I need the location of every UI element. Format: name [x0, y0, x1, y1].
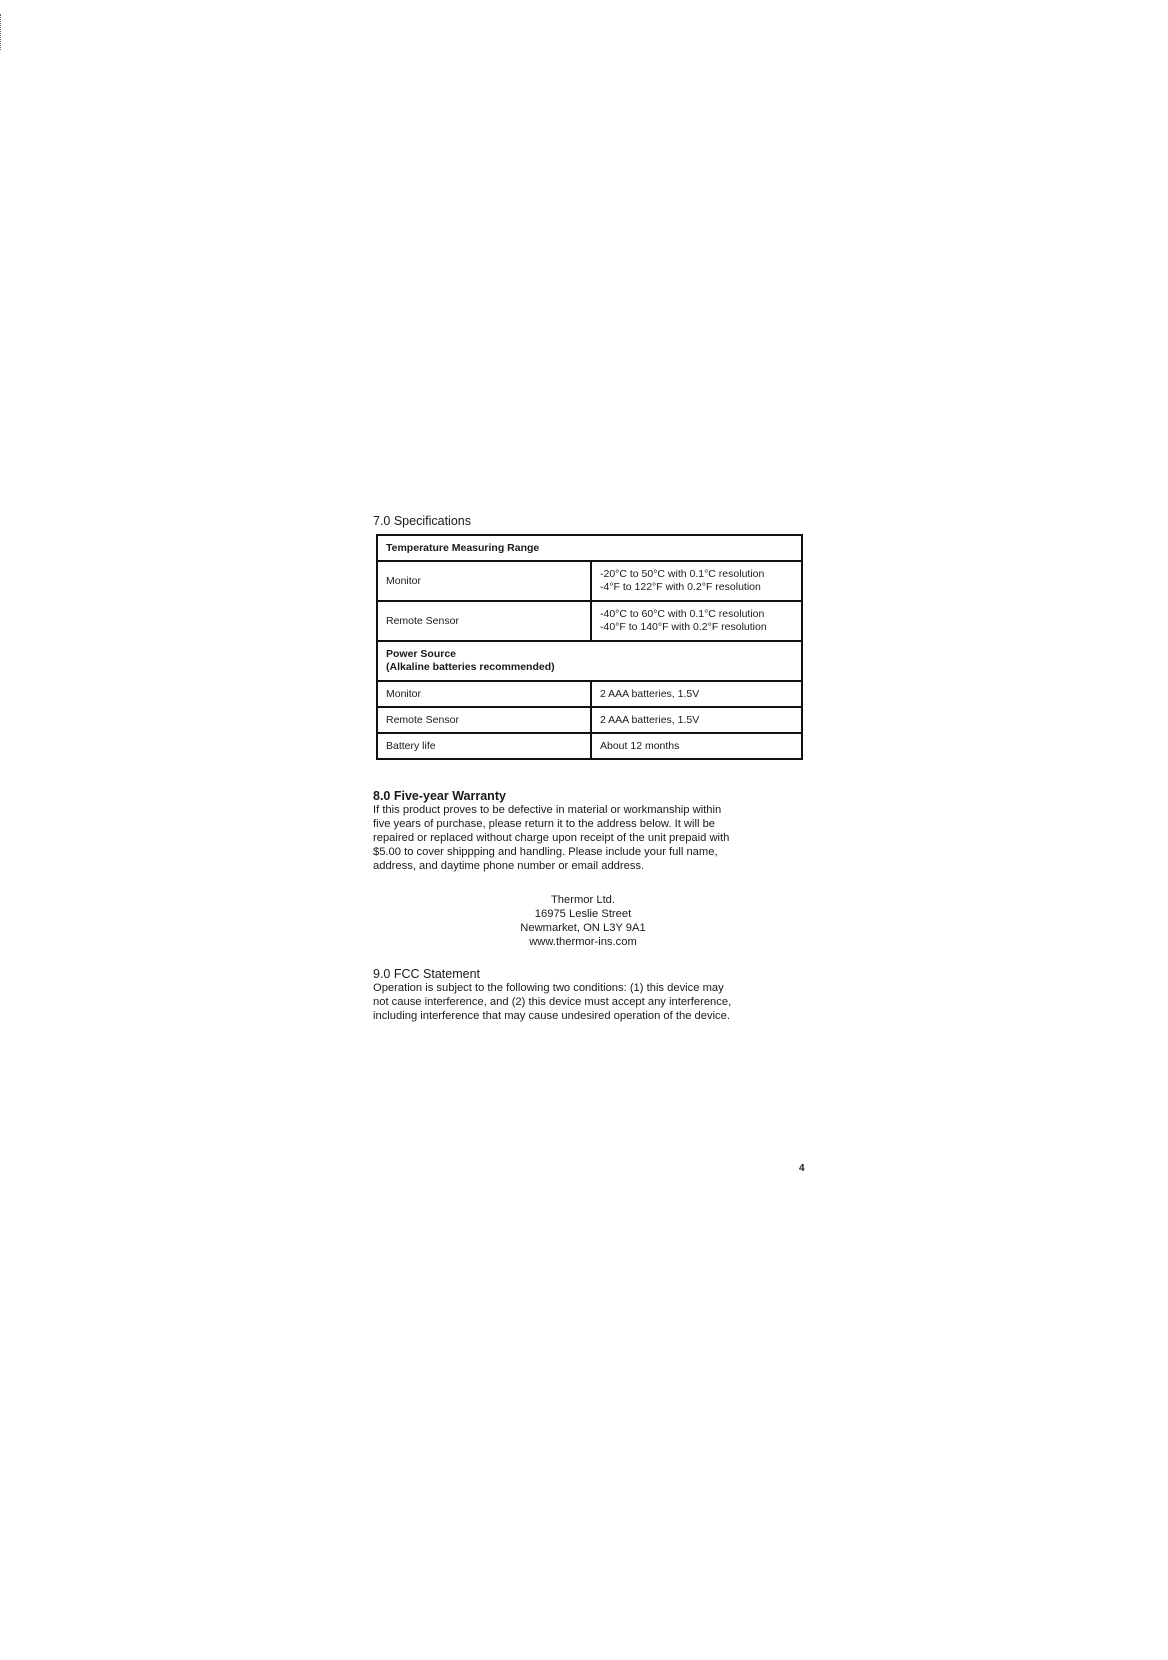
table-cell-label: Remote Sensor — [377, 707, 591, 733]
table-row — [377, 707, 802, 733]
table-cell-value: 2 AAA batteries, 1.5V — [591, 707, 802, 733]
power-group-title: Power Source — [386, 648, 457, 660]
warranty-heading: 8.0 Five-year Warranty — [373, 789, 506, 803]
specifications-table — [376, 534, 803, 760]
paragraph-line: Operation is subject to the following two conditions: (1) this device may — [373, 982, 724, 994]
page-number: 4 — [799, 1163, 805, 1174]
table-cell-label: Monitor — [377, 561, 591, 601]
paragraph-line: five years of purchase, please return it to the address below. It will be — [373, 818, 716, 830]
value-line: -4°F to 122°F with 0.2°F resolution — [600, 581, 761, 593]
paragraph-line: address, and daytime phone number or email address. — [373, 860, 645, 872]
table-row — [377, 733, 802, 759]
table-row — [377, 535, 802, 561]
table-cell-value: 2 AAA batteries, 1.5V — [591, 681, 802, 707]
street-address: 16975 Leslie Street — [534, 908, 632, 920]
value-line: -20°C to 50°C with 0.1°C resolution — [600, 568, 765, 580]
table-row — [377, 561, 802, 601]
table-cell-value: About 12 months — [591, 733, 802, 759]
fcc-heading: 9.0 FCC Statement — [373, 967, 480, 981]
table-row — [377, 601, 802, 641]
power-group-header — [377, 641, 802, 681]
paragraph-line: $5.00 to cover shippping and handling. Please include your full name, — [373, 846, 718, 858]
fcc-paragraph — [373, 981, 813, 1023]
paragraph-line: repaired or replaced without charge upon receipt of the unit prepaid with — [373, 832, 730, 844]
specifications-heading: 7.0 Specifications — [373, 514, 471, 528]
company-address — [493, 893, 673, 949]
table-cell-value — [591, 561, 802, 601]
table-cell-label: Battery life — [377, 733, 591, 759]
company-name: Thermor Ltd. — [550, 894, 616, 906]
value-line: -40°F to 140°F with 0.2°F resolution — [600, 621, 767, 633]
table-cell-value — [591, 601, 802, 641]
temperature-group-header: Temperature Measuring Range — [377, 535, 802, 561]
table-row — [377, 681, 802, 707]
value-line: -40°C to 60°C with 0.1°C resolution — [600, 608, 765, 620]
table-cell-label: Monitor — [377, 681, 591, 707]
paragraph-line: including interference that may cause undesired operation of the device. — [373, 1010, 730, 1022]
website: www.thermor-ins.com — [529, 936, 637, 948]
table-cell-label: Remote Sensor — [377, 601, 591, 641]
city-postal: Newmarket, ON L3Y 9A1 — [520, 922, 646, 934]
warranty-paragraph — [373, 803, 813, 873]
scan-artifact — [0, 14, 3, 50]
power-group-note: (Alkaline batteries recommended) — [386, 661, 555, 673]
paragraph-line: not cause interference, and (2) this device must accept any interference, — [373, 996, 732, 1008]
table-row — [377, 641, 802, 681]
paragraph-line: If this product proves to be defective in material or workmanship within — [373, 804, 722, 816]
